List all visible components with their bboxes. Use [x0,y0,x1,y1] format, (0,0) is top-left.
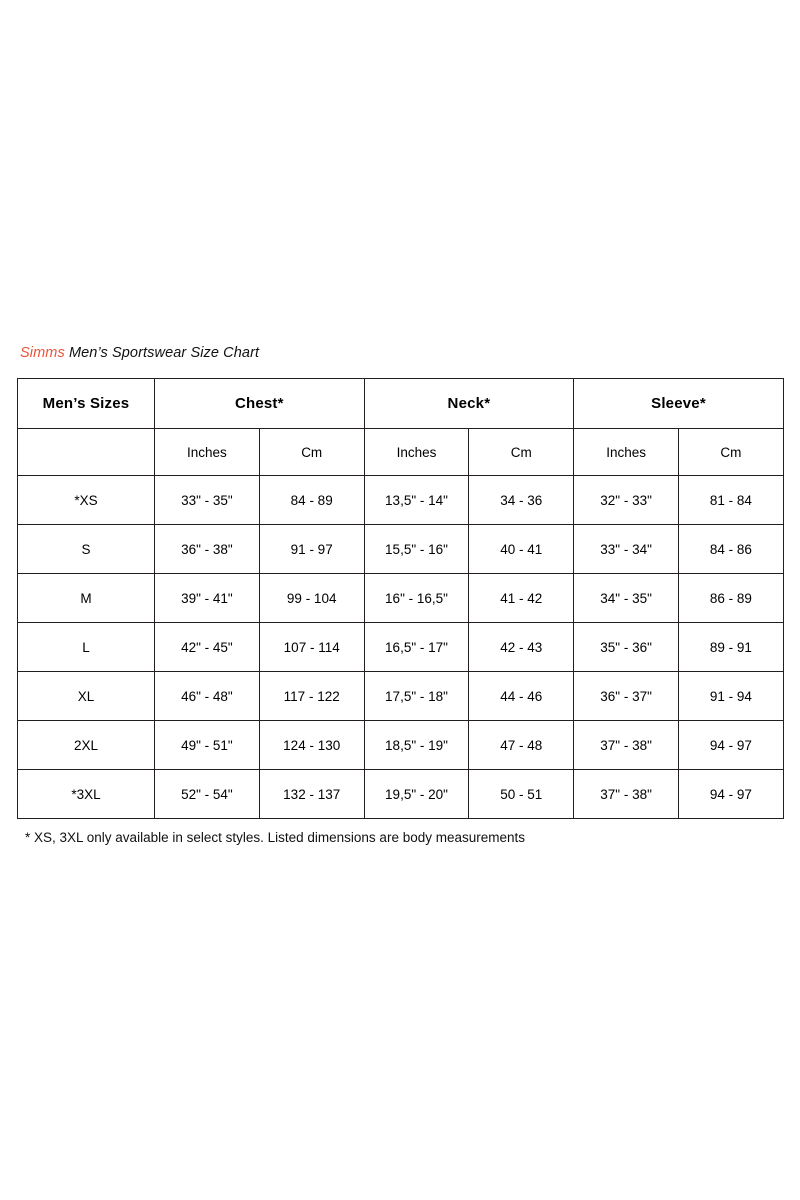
cell-chest-cm: 132 - 137 [259,770,364,819]
cell-chest-cm: 124 - 130 [259,721,364,770]
header-mens-sizes: Men’s Sizes [18,379,155,429]
cell-sleeve-inches: 35" - 36" [574,623,679,672]
cell-chest-inches: 33" - 35" [155,476,260,525]
cell-neck-cm: 50 - 51 [469,770,574,819]
cell-neck-cm: 42 - 43 [469,623,574,672]
cell-size: L [18,623,155,672]
title-rest: Men’s Sportswear Size Chart [64,345,260,361]
cell-chest-inches: 39" - 41" [155,574,260,623]
table-row [18,672,784,721]
header-sleeve-inches: Inches [574,429,679,476]
cell-chest-inches: 42" - 45" [155,623,260,672]
cell-chest-cm: 84 - 89 [259,476,364,525]
size-chart-table [17,378,784,819]
cell-sleeve-cm: 84 - 86 [679,525,784,574]
cell-size: M [18,574,155,623]
cell-chest-cm: 91 - 97 [259,525,364,574]
cell-neck-inches: 16" - 16,5" [364,574,469,623]
table-header-units [18,429,784,476]
cell-neck-inches: 15,5" - 16" [364,525,469,574]
table-header-groups [18,379,784,429]
cell-sleeve-cm: 86 - 89 [679,574,784,623]
cell-chest-inches: 49" - 51" [155,721,260,770]
cell-neck-cm: 41 - 42 [469,574,574,623]
cell-size: *3XL [18,770,155,819]
cell-sleeve-cm: 94 - 97 [679,770,784,819]
header-sleeve: Sleeve* [574,379,784,429]
header-unit-blank [18,429,155,476]
table-row [18,574,784,623]
cell-neck-inches: 13,5" - 14" [364,476,469,525]
cell-neck-cm: 34 - 36 [469,476,574,525]
cell-neck-cm: 40 - 41 [469,525,574,574]
header-chest: Chest* [155,379,365,429]
cell-chest-inches: 36" - 38" [155,525,260,574]
cell-size: S [18,525,155,574]
table-row [18,476,784,525]
cell-sleeve-cm: 91 - 94 [679,672,784,721]
cell-size: 2XL [18,721,155,770]
cell-chest-cm: 117 - 122 [259,672,364,721]
table-row [18,525,784,574]
cell-chest-inches: 46" - 48" [155,672,260,721]
cell-sleeve-cm: 89 - 91 [679,623,784,672]
cell-sleeve-inches: 32" - 33" [574,476,679,525]
cell-neck-cm: 47 - 48 [469,721,574,770]
brand-name: Simms [20,345,65,361]
cell-size: *XS [18,476,155,525]
cell-chest-inches: 52" - 54" [155,770,260,819]
cell-neck-cm: 44 - 46 [469,672,574,721]
cell-sleeve-inches: 34" - 35" [574,574,679,623]
cell-neck-inches: 18,5" - 19" [364,721,469,770]
header-neck: Neck* [364,379,574,429]
cell-sleeve-cm: 94 - 97 [679,721,784,770]
cell-sleeve-inches: 37" - 38" [574,770,679,819]
cell-neck-inches: 17,5" - 18" [364,672,469,721]
header-neck-inches: Inches [364,429,469,476]
table-row [18,623,784,672]
cell-size: XL [18,672,155,721]
header-chest-cm: Cm [259,429,364,476]
header-sleeve-cm: Cm [679,429,784,476]
cell-sleeve-inches: 37" - 38" [574,721,679,770]
footnote: * XS, 3XL only available in select styles. Listed dimensions are body measurements [25,830,526,845]
header-chest-inches: Inches [155,429,260,476]
page-title [20,345,259,361]
cell-chest-cm: 99 - 104 [259,574,364,623]
cell-neck-inches: 19,5" - 20" [364,770,469,819]
table-row [18,721,784,770]
table-row [18,770,784,819]
cell-neck-inches: 16,5" - 17" [364,623,469,672]
cell-chest-cm: 107 - 114 [259,623,364,672]
header-neck-cm: Cm [469,429,574,476]
cell-sleeve-inches: 36" - 37" [574,672,679,721]
cell-sleeve-inches: 33" - 34" [574,525,679,574]
cell-sleeve-cm: 81 - 84 [679,476,784,525]
